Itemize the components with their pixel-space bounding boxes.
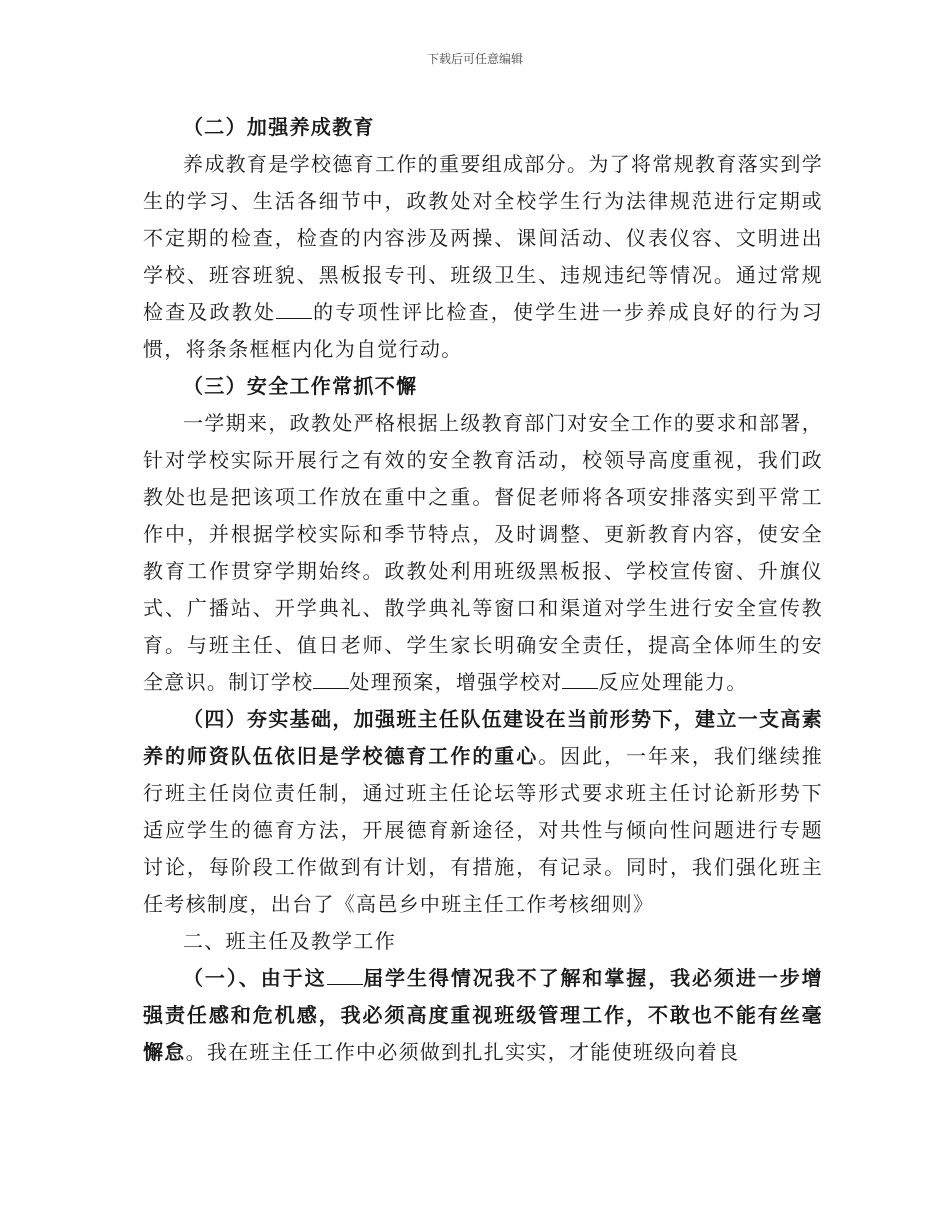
- paragraph-text: 一学期来，政教处严格根据上级教育部门对安全工作的要求和部署，针对学校实际开展行之有效的安全教育活动，校领导高度重视，我们政教处也是把该项工作放在重中之重。督促老师将各项安排落实到平常工作中，并根据学校实际和季节特点，及时调整、更新教育内容，使安全教育工作贯穿学期始终。政教处利用班级黑板报、学校宣传窗、升旗仪式、广播站、开学典礼、散学典礼等窗口和渠道对学生进行安全宣传教育。与班主任、值日老师、学生家长明确安全责任，提高全体师生的安全意识。制订学校: [143, 411, 823, 694]
- document-body: [143, 109, 823, 1071]
- bold-lead-text: （一）、由于这: [183, 966, 327, 990]
- paragraph-text: 。我在班主任工作中必须做到扎扎实实，才能使班级向着良: [185, 1040, 740, 1064]
- paragraph-habit-education: [143, 146, 823, 368]
- bold-lead-text: （四）夯实基础，加强班主任队伍建设在当前形势下，建立一支高素养的师资队伍依旧是学校德育工作的重心: [143, 707, 823, 768]
- section-heading-2: （二）加强养成教育: [183, 115, 375, 139]
- part-heading-2: 二、班主任及教学工作: [183, 929, 396, 953]
- blank-underline: [562, 670, 598, 689]
- paragraph-text: 养成教育是学校德育工作的重要组成部分。为了将常规教育落实到学生的学习、生活各细节中，政教处对全校学生行为法律规范进行定期或不定期的检查，检查的内容涉及两操、课间活动、仪表仪容、文明进出学校、班容班貌、黑板报专刊、班级卫生、违规违纪等情况。通过常规检查及政教处: [143, 152, 823, 324]
- page-header: 下载后可任意编辑: [426, 52, 523, 66]
- section-heading-3: （三）安全工作常抓不懈: [183, 374, 418, 398]
- paragraph-text: 反应处理能力。: [598, 670, 748, 694]
- blank-underline: [327, 966, 363, 985]
- blank-underline: [276, 300, 312, 319]
- paragraph-text: 。因此，一年来，我们继续推行班主任岗位责任制，通过班主任论坛等形式要求班主任讨论新形势下适应学生的德育方法，开展德育新途径，对共性与倾向性问题进行专题讨论，每阶段工作做到有计划，有措施，有记录。同时，我们强化班主任考核制度，出台了《高邑乡中班主任工作考核细则》: [143, 744, 823, 916]
- paragraph-text: 处理预案，增强学校对: [349, 670, 563, 694]
- paragraph-teacher-team: [143, 701, 823, 923]
- paragraph-text: 的专项性评比检查，使学生进一步养成良好的行为习惯，将条条框框内化为自觉行动。: [143, 300, 823, 361]
- paragraph-safety-work: [143, 405, 823, 701]
- blank-underline: [313, 670, 349, 689]
- bold-lead-text: 届学生得情况我不了解和掌握，我必须进一步增强责任感和危机感，我必须高度重视班级管理工作，不敢也不能有丝毫懈怠: [143, 966, 823, 1064]
- paragraph-class-teacher: [143, 960, 823, 1071]
